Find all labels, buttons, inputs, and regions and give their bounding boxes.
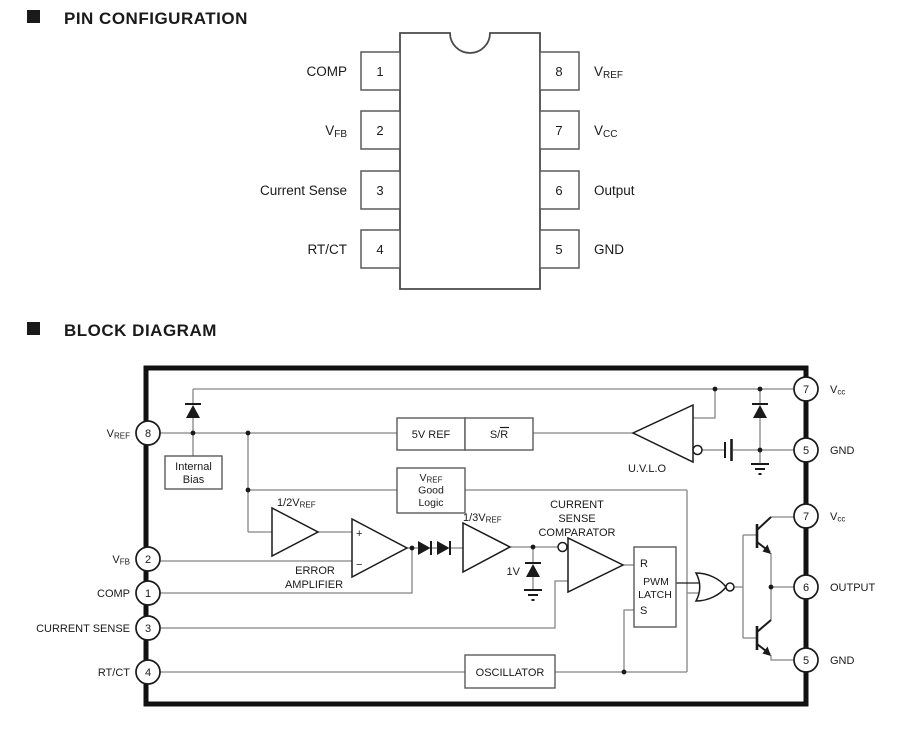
vref-diode-icon — [185, 404, 201, 418]
block-label-current-sense: CURRENT SENSE — [36, 623, 130, 635]
svg-text:2: 2 — [144, 554, 152, 566]
internal-bias-box — [165, 456, 222, 489]
pin-label-gnd: GND — [594, 242, 624, 257]
svg-text:5: 5 — [802, 655, 810, 667]
svg-text:5: 5 — [802, 445, 810, 457]
ground-icon — [524, 590, 542, 600]
one-volt-label: 1V — [506, 566, 520, 578]
svg-text:3: 3 — [144, 623, 152, 635]
svg-text:4: 4 — [144, 667, 152, 679]
svg-text:7: 7 — [802, 511, 810, 523]
block-label-output: OUTPUT — [830, 582, 876, 594]
svg-text:1: 1 — [144, 588, 152, 600]
ground-icon — [751, 464, 769, 474]
5v-ref-box — [397, 418, 465, 450]
output-bubble — [693, 446, 702, 455]
svg-text:CURRENT: CURRENT — [550, 499, 604, 511]
npn-transistor-lower-icon — [757, 620, 771, 656]
block-diagram-header — [27, 321, 217, 340]
svg-text:COMPARATOR: COMPARATOR — [538, 527, 616, 539]
pin-number: 4 — [376, 242, 384, 257]
pin-number: 2 — [376, 123, 384, 138]
uvlo-comparator — [628, 405, 702, 475]
block-pins-left — [36, 421, 160, 684]
current-sense-comparator — [538, 499, 623, 592]
third-vref-amplifier — [463, 512, 510, 572]
pin-number: 8 — [555, 64, 563, 79]
series-diode-1-icon — [418, 541, 431, 555]
nor-gate-icon — [696, 573, 734, 601]
svg-text:PWM: PWM — [643, 576, 669, 588]
svg-text:Logic: Logic — [418, 497, 444, 509]
pin-number: 6 — [555, 183, 563, 198]
svg-text:S/R: S/R — [489, 429, 509, 441]
block-label-vref: VREF — [106, 428, 130, 441]
block-label-rtct: RT/CT — [97, 667, 130, 679]
svg-text:7: 7 — [802, 384, 810, 396]
pwm-latch-box — [634, 547, 676, 627]
block-label-vcc-bottom: Vcc — [830, 511, 846, 524]
dip8-package — [260, 33, 635, 289]
sr-box — [465, 418, 533, 450]
svg-text:1/2VREF: 1/2VREF — [277, 497, 316, 510]
svg-text:AMPLIFIER: AMPLIFIER — [284, 579, 344, 591]
square-bullet-icon — [27, 10, 40, 23]
block-diagram-title: BLOCK DIAGRAM — [64, 321, 217, 340]
pin-label-output: Output — [594, 183, 635, 198]
pin-label-current-sense: Current Sense — [259, 183, 347, 198]
svg-text:ERROR: ERROR — [295, 565, 335, 577]
svg-text:Bias: Bias — [182, 474, 205, 486]
svg-text:OSCILLATOR: OSCILLATOR — [475, 667, 545, 679]
svg-text:−: − — [356, 559, 363, 571]
pin-label-vcc: VCC — [594, 123, 618, 140]
pin-configuration-title: PIN CONFIGURATION — [64, 9, 248, 28]
svg-text:Good: Good — [418, 484, 444, 497]
block-label-vfb: VFB — [112, 554, 130, 567]
series-diode-2-icon — [437, 541, 450, 555]
block-label-gnd-bottom: GND — [830, 655, 855, 667]
inverting-input-bubble — [558, 543, 567, 552]
svg-text:R: R — [640, 558, 648, 570]
vref-good-logic-box — [397, 468, 465, 513]
pin-label-vfb: VFB — [325, 123, 347, 140]
svg-text:SENSE: SENSE — [558, 513, 596, 525]
svg-text:8: 8 — [144, 428, 152, 440]
capacitor-icon — [725, 439, 732, 461]
pin-label-rtct: RT/CT — [307, 242, 347, 257]
svg-text:Internal: Internal — [175, 461, 212, 473]
svg-text:5V REF: 5V REF — [411, 429, 451, 441]
pin-configuration-header — [27, 9, 248, 28]
package-body — [400, 33, 540, 289]
svg-text:VREF: VREF — [419, 472, 443, 485]
npn-transistor-upper-icon — [757, 517, 771, 554]
svg-text:U.V.L.O: U.V.L.O — [627, 463, 667, 475]
half-vref-buffer — [272, 497, 318, 556]
svg-text:6: 6 — [802, 582, 810, 594]
block-label-comp: COMP — [97, 588, 130, 600]
pin-number: 5 — [555, 242, 563, 257]
pin-label-comp: COMP — [306, 64, 347, 79]
vcc-diode-icon — [752, 404, 768, 418]
svg-text:LATCH: LATCH — [638, 589, 672, 601]
pin-number: 1 — [376, 64, 384, 79]
svg-text:S: S — [640, 605, 648, 617]
oscillator-box — [465, 655, 555, 688]
svg-text:1/3VREF: 1/3VREF — [463, 512, 502, 525]
pin-number: 7 — [555, 123, 563, 138]
square-bullet-icon — [27, 322, 40, 335]
pin-number: 3 — [376, 183, 384, 198]
pin-label-vref: VREF — [594, 64, 624, 81]
1v-zener-icon — [525, 563, 541, 577]
svg-text:+: + — [356, 528, 363, 540]
block-label-gnd-top: GND — [830, 445, 855, 457]
block-label-vcc-top: Vcc — [830, 384, 846, 397]
